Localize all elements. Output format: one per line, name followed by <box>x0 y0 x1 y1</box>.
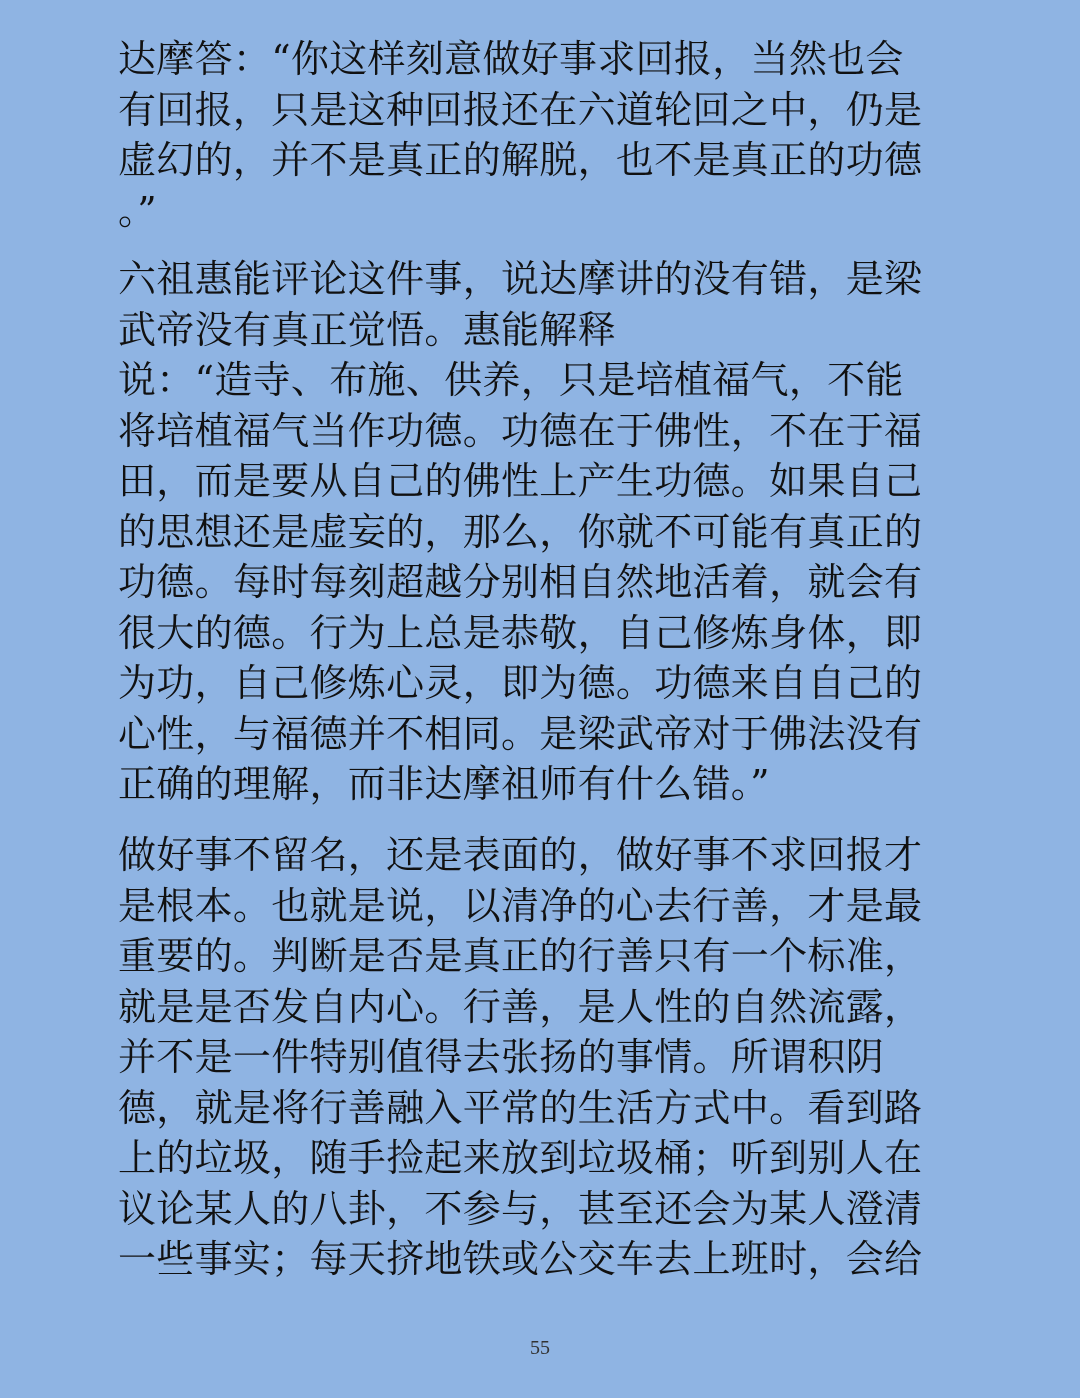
text-line: 武帝没有真正觉悟。惠能解释 <box>118 307 616 352</box>
paragraph-1 <box>118 34 948 236</box>
text-line: 说：“造寺、布施、供养，只是培植福气，不能 <box>118 358 904 402</box>
text-line: 将培植福气当作功德。功德在于佛性，不在于福 <box>118 408 923 453</box>
page-number: 55 <box>530 1337 550 1359</box>
text-line: 议论某人的八卦，不参与，甚至还会为某人澄清 <box>118 1186 923 1231</box>
text-line: 为功，自己修炼心灵，即为德。功德来自自己的 <box>118 661 923 705</box>
paragraph-2 <box>118 254 948 810</box>
text-line: 有回报，只是这种回报还在六道轮回之中，仍是 <box>118 87 923 132</box>
text-line: 一些事实；每天挤地铁或公交车去上班时，会给 <box>118 1237 923 1281</box>
text-line: 是根本。也就是说，以清净的心去行善，才是最 <box>118 883 923 928</box>
text-line: 心性，与福德并不相同。是梁武帝对于佛法没有 <box>118 711 923 756</box>
text-line: 虚幻的，并不是真正的解脱，也不是真正的功德 <box>118 138 923 182</box>
text-line: 的思想还是虚妄的，那么，你就不可能有真正的 <box>118 509 923 554</box>
text-line: 达摩答：“你这样刻意做好事求回报，当然也会 <box>118 37 904 81</box>
text-line: 就是是否发自内心。行善，是人性的自然流露， <box>118 984 923 1029</box>
text-line: 田，而是要从自己的佛性上产生功德。如果自己 <box>118 459 923 503</box>
text-line: 功德。每时每刻超越分别相自然地活着，就会有 <box>118 560 923 604</box>
text-line: 六祖惠能评论这件事，说达摩讲的没有错，是梁 <box>118 257 923 301</box>
text-line: 很大的德。行为上总是恭敬，自己修炼身体，即 <box>118 610 923 655</box>
text-line: 。” <box>118 188 158 233</box>
paragraph-3 <box>118 830 948 1285</box>
text-line: 重要的。判断是否是真正的行善只有一个标准， <box>118 934 923 978</box>
text-line: 上的垃圾，随手捡起来放到垃圾桶；听到别人在 <box>118 1136 923 1180</box>
text-line: 并不是一件特别值得去张扬的事情。所谓积阴 <box>118 1035 885 1079</box>
text-line: 德，就是将行善融入平常的生活方式中。看到路 <box>118 1085 923 1130</box>
text-line: 正确的理解，而非达摩祖师有什么错。” <box>118 762 770 806</box>
text-line: 做好事不留名，还是表面的，做好事不求回报才 <box>118 833 923 877</box>
